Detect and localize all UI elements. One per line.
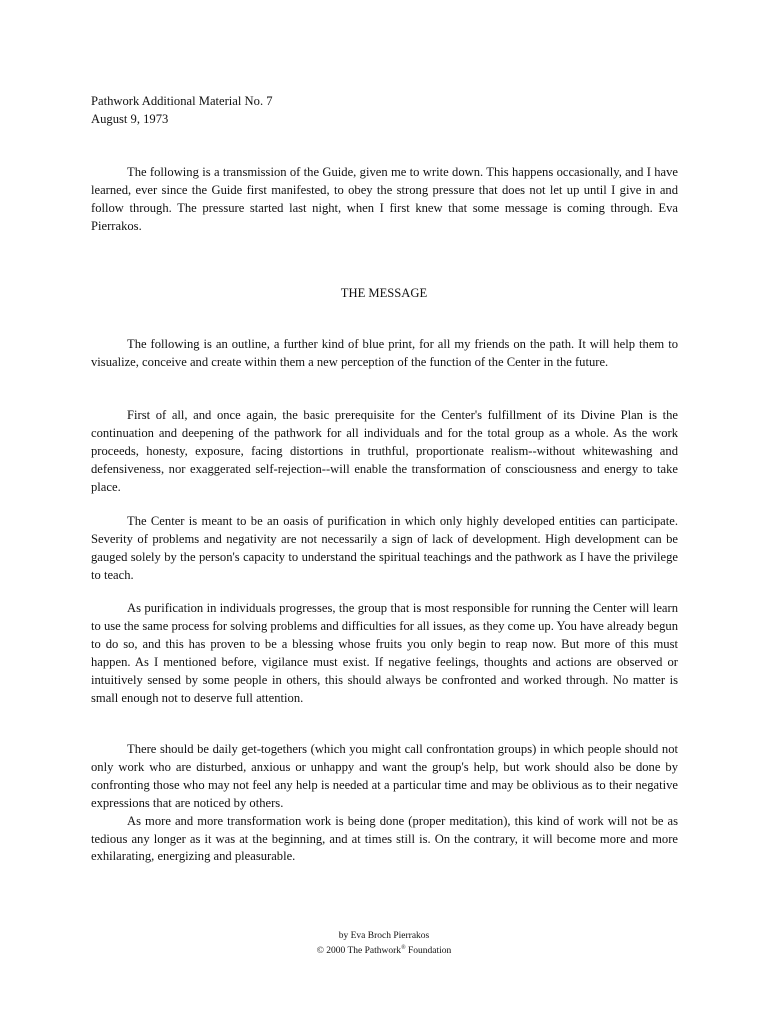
paragraph-text: The following is an outline, a further kind of blue print, for all my friends on the path. It will help them to visualize, conceive and create within them a new perception of the function of the Center in the future. bbox=[91, 337, 678, 369]
intro-paragraph bbox=[91, 164, 678, 236]
paragraph-text: There should be daily get-togethers (which you might call confrontation groups) in which people should not only work who are disturbed, anxious or unhappy and want the group's help, but work should also be done by confronting those who may not feel any help is needed at a particular time and may be oblivious as to their negative expressions that are noticed by others. bbox=[91, 742, 678, 810]
material-number: Pathwork Additional Material No. 7 bbox=[91, 94, 273, 108]
paragraph-text: As purification in individuals progresses, the group that is most responsible for running the Center will learn to use the same process for solving problems and difficulties for all issues, as they come up. You have already begun to do so, and this has proven to be a blessing whose fruits you only begin to reap now. But more of this must happen. As I mentioned before, vigilance must exist. If negative feelings, thoughts and actions are observed or intuitively sensed by some people in others, this should always be confronted and worked through. No matter is small enough not to deserve full attention. bbox=[91, 601, 678, 705]
paragraph-5 bbox=[91, 741, 678, 866]
copyright-prefix: © 2000 The Pathwork bbox=[316, 946, 402, 956]
intro-text: The following is a transmission of the Guide, given me to write down. This happens occasionally, and I have learned, ever since the Guide first manifested, to obey the strong pressure that does not let up until I give in and follow through. The pressure started last night, when I first knew that some message is coming through. Eva Pierrakos. bbox=[91, 165, 678, 233]
paragraph-3 bbox=[91, 513, 678, 585]
copyright-suffix: Foundation bbox=[405, 946, 452, 956]
paragraph-text: First of all, and once again, the basic prerequisite for the Center's fulfillment of its Divine Plan is the continuation and deepening of the pathwork for all individuals and for the total group as a whole. As the work proceeds, honesty, exposure, facing distortions in truthful, proportionate realism--without whitewashing and defensiveness, nor exaggerated self-rejection--will enable the transformation of consciousness and energy to take place. bbox=[91, 408, 678, 494]
paragraph-1 bbox=[91, 336, 678, 372]
document-header bbox=[91, 93, 273, 129]
document-date: August 9, 1973 bbox=[91, 111, 169, 126]
paragraph-4 bbox=[91, 600, 678, 707]
paragraph-text: The Center is meant to be an oasis of purification in which only highly developed entities can participate. Severity of problems and negativity are not necessarily a sign of lack of development. High development can be gauged solely by the person's capacity to understand the spiritual teachings and the pathwork as I have the privilege to teach. bbox=[91, 514, 678, 582]
paragraph-2 bbox=[91, 407, 678, 497]
registered-mark: ® bbox=[401, 944, 406, 951]
message-title: THE MESSAGE bbox=[340, 286, 428, 300]
paragraph-text: As more and more transformation work is being done (proper meditation), this kind of work will not be as tedious any longer as it was at the beginning, and at times still is. On the contrary, it will become more and more exhilarating, energizing and pleasurable. bbox=[91, 813, 678, 864]
author-credit: by Eva Broch Pierrakos bbox=[338, 931, 430, 941]
copyright-line bbox=[0, 944, 768, 959]
document-footer bbox=[0, 929, 768, 959]
